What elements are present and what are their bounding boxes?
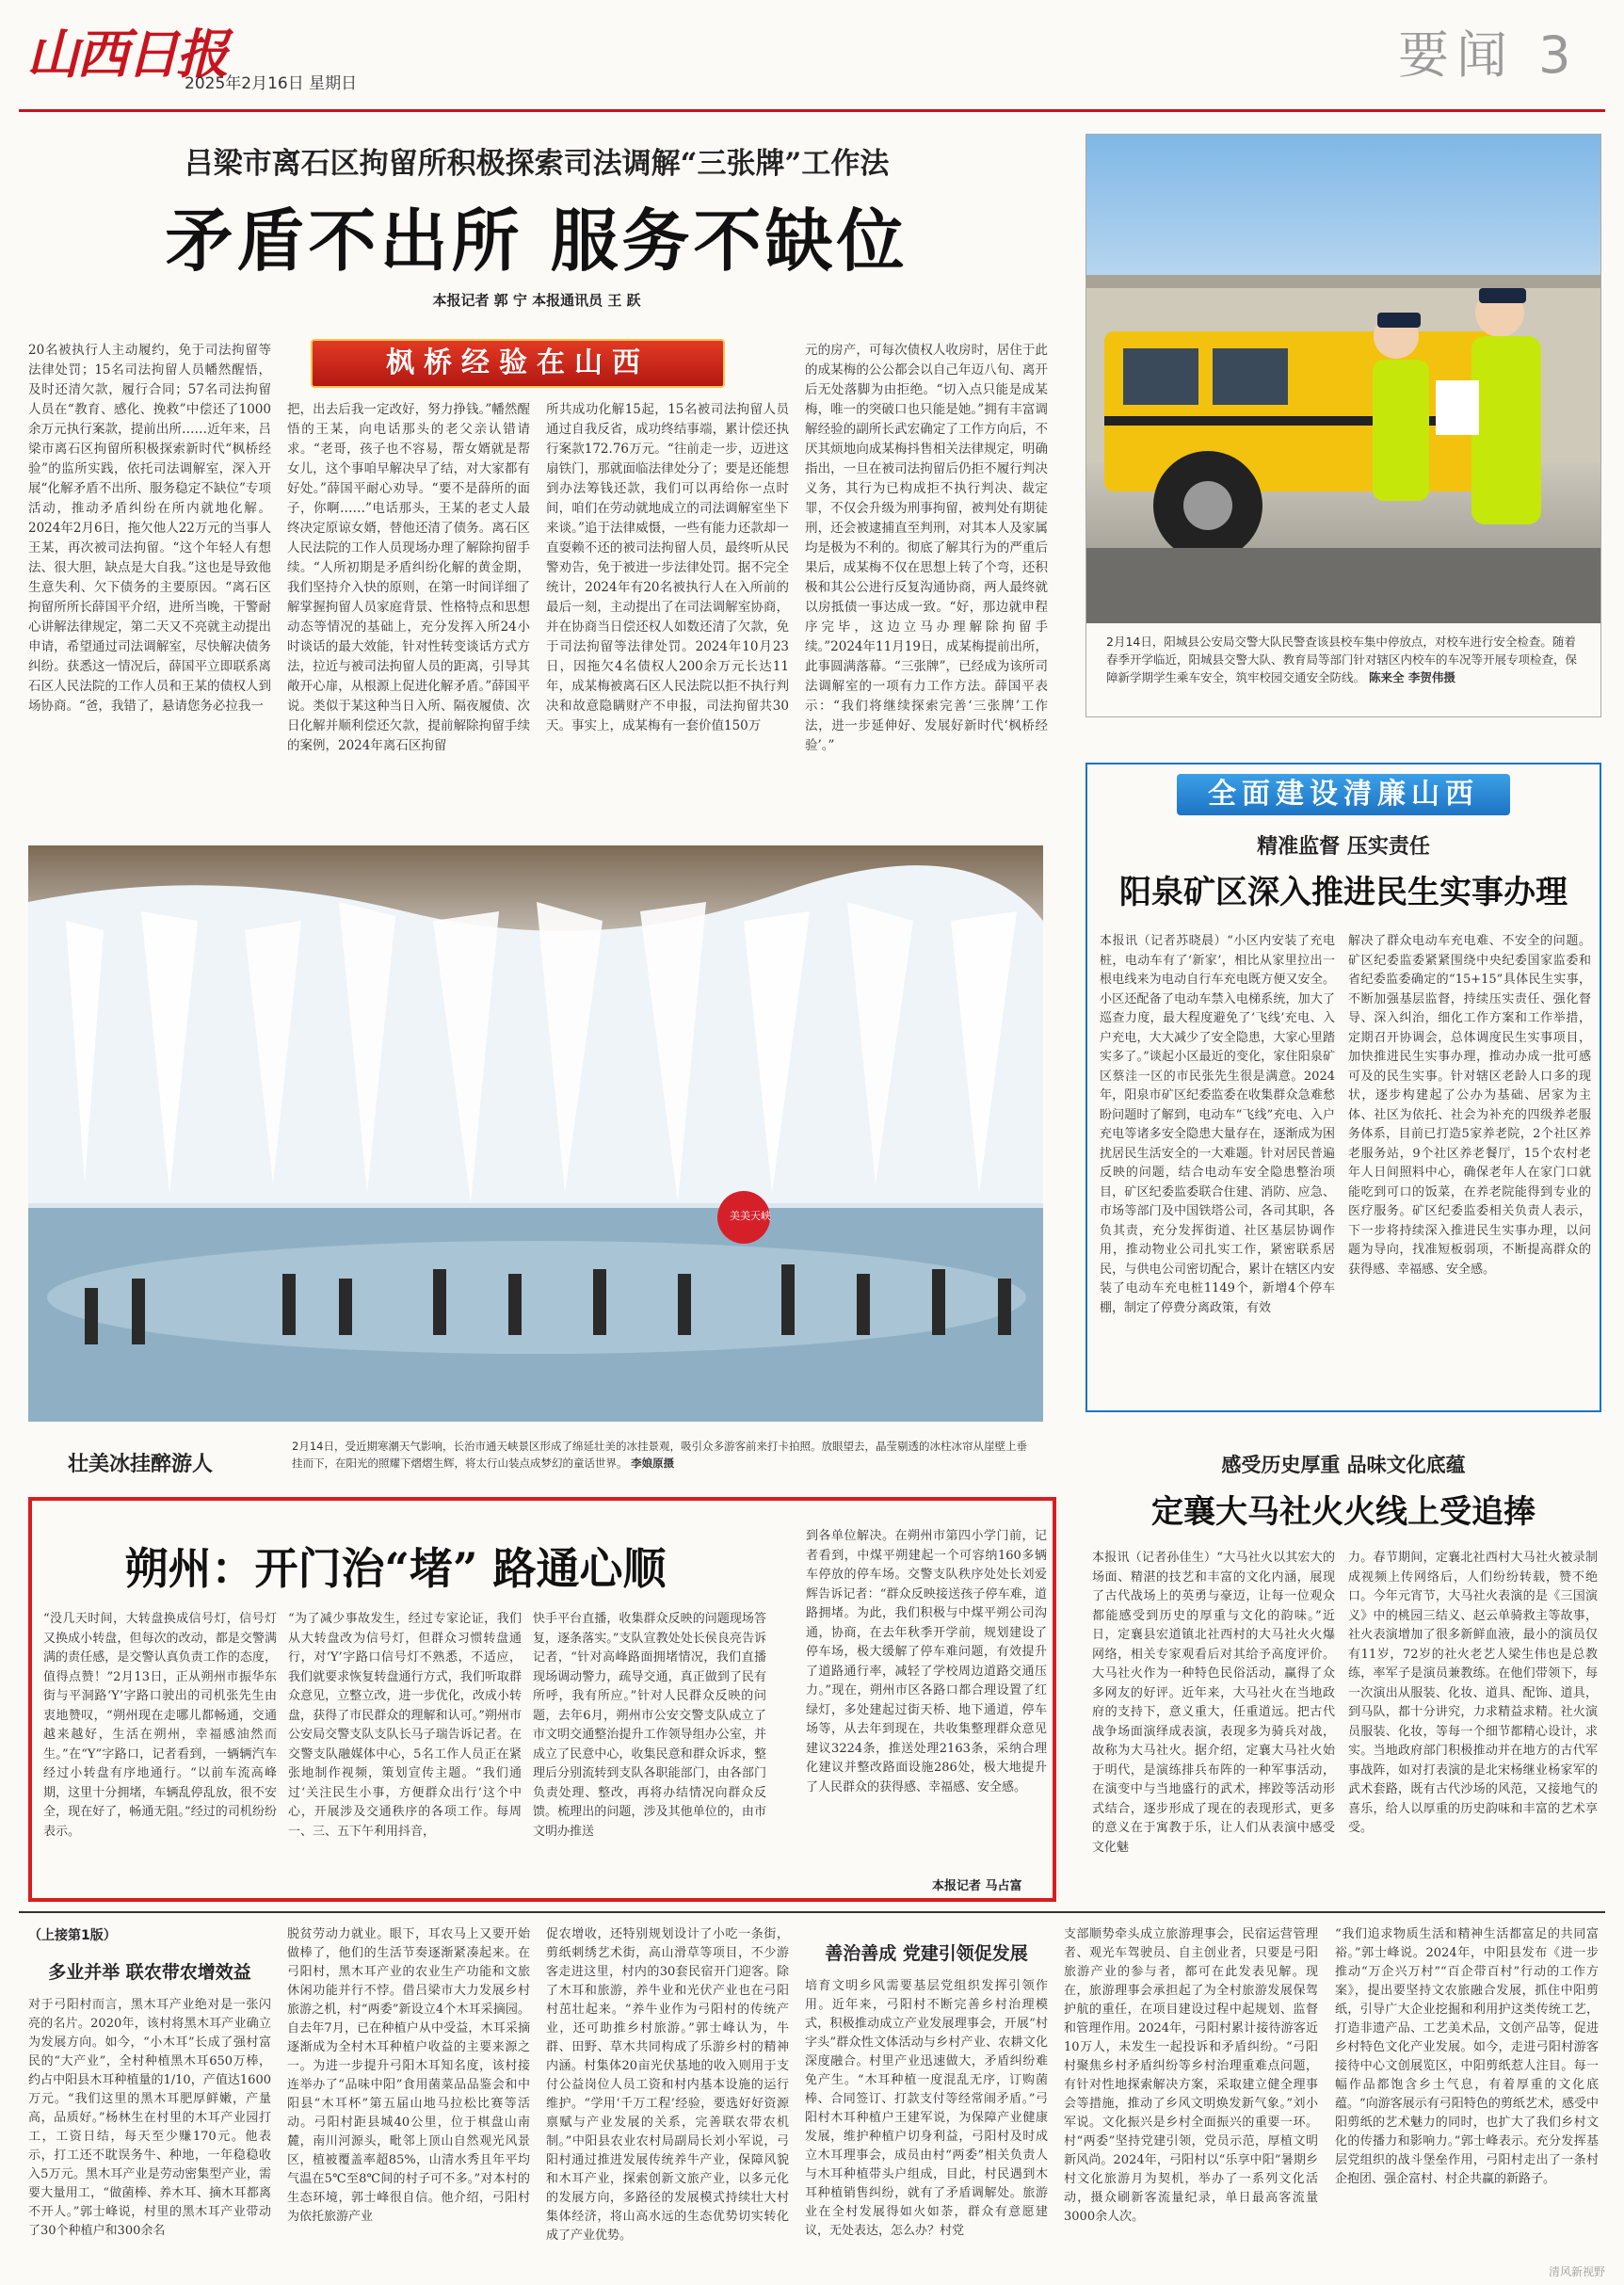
lead-title: 矛盾不出所 服务不缺位 (165, 201, 908, 281)
section-label (1398, 25, 1579, 85)
bottom-col-6: “我们追求物质生活和精神生活都富足的共同富裕。”郭士峰说。2024年，中阳县发布《进一步推动“万企兴万村”“百企带百村”行动的工作方案》，提出要坚持文农旅融合发展，抓住中阳剪纸，引导广大企业挖掘和利用护这类传统工艺，打造非遗产品、工艺美术品，文创产品等，促进乡村特色文化产业发展。如今，走进弓阳村游客接待中心文创展览区，中阳剪纸惹人注目。每一幅作品都饱含乡土气息，有着厚重的文化底蕴。“向游客展示有弓阳特色的剪纸艺术，感受中阳剪纸的艺术魅力的同时，也扩大了我们乡村文化的传播力和影响力。”郭士峰表示。充分发挥基层党组织的战斗堡垒作用，弓阳村走出了一条村企抱团、强企富村、村企共赢的新路子。 (1335, 1927, 1599, 2186)
clean-gov-col-2: 解决了群众电动车充电难、不安全的问题。矿区纪委监委紧紧围绕中央纪委国家监委和省纪委监委确定的“15+15”具体民生实事，不断加强基层监督，持续压实责任、强化督导、深入纠治，细化工作方案和工作举措，定期召开协调会，总体调度民生实事项目，加快推进民生实事办理，推动办成一批可感可及的民生实事。针对辖区老龄人口多的现状，逐步构建起了公办为基础、居家为主体、社区为依托、社会为补充的四级养老服务体系，目前已打造5家养老院，2个社区养老服务站，9个社区养老餐厅，15个农村老年人日间照料中心，确保老年人在家门口就能吃到可口的饭菜，在养老院能得到专业的医疗服务。矿区纪委监委相关负责人表示，下一步将持续深入推进民生实事办理，以问题为导向，找准短板弱项，不断提高群众的获得感、幸福感、安全感。 (1348, 934, 1591, 1277)
page-number: 3 (1538, 25, 1579, 85)
shuozhou-col-3: 快手平台直播，收集群众反映的问题现场答复，逐条落实。”支队宣教处处长侯良亮告诉记者，“针对高峰路面拥堵情况，我们直播现场调动警力，疏导交通，真正做到了民有所呼，我有所应。”针对人民群众反映的问题，去年6月，朔州市公安交警支队成立了市文明交通整治提升工作领导组办公室，并成立了民意中心，收集民意和群众诉求，整理后分别流转到支队各职能部门，由各部门负责处理、整改，再将办结情况向群众反馈。梳理出的问题，涉及其他单位的，由市文明办推送 (533, 1612, 766, 1839)
bottom-col-2: 脱贫劳动力就业。眼下，耳农马上又要开始做棒了，他们的生活节奏逐渐紧凑起来。在弓阳村，黑木耳产业的农业生产功能和文旅休闲功能并行不悖。借吕梁市大力发展乡村旅游之机，村“两委”新设立4个木耳采摘园。自去年7月，已在种植户从中受益，木耳采摘逐渐成为全村木耳种植户收益的主要来源之一。为进一步提升弓阳木耳知名度，该村接连举办了“品味中阳”食用菌菜品品鉴会和中阳县“木耳杯”第五届山地马拉松比赛等活动。弓阳村距县城40公里，位于棋盘山南麓，南川河源头，毗邻上顶山自然观光风景区，植被覆盖率超85%，山清水秀且年平均气温在5℃至8℃间的村子可不多。”对本村的生态环境，郭士峰很自信。他介绍，弓阳村为依托旅游产业 (287, 1927, 530, 2224)
ice-caption-text: 2月14日，受近期寒潮天气影响，长治市通天峡景区形成了绵延壮美的冰挂景观，吸引众多游客前来打卡拍照。放眼望去，晶莹剔透的冰柱冰帘从崖壁上垂挂而下，在阳光的照耀下熠熠生辉，将太行山装点成梦幻的童话世界。 (292, 1440, 1027, 1470)
lead-col-2: 把，出去后我一定改好，努力挣钱。”幡然醒悟的王某，向电话那头的老父亲认错请求。“老哥，孩子也不容易，帮女婿就是帮女儿，这个事咱早解决早了结，对大家都有好处。”薛国平耐心劝导。“要不是薛所的面子，你啊……”电话那头，王某的老丈人最终决定原谅女婿，替他还清了债务。离石区人民法院的工作人员现场办理了解除拘留手续。“人所初期是矛盾纠纷化解的黄金期，我们坚持介入快的原则，在第一时间详细了解掌握拘留人员家庭背景、性格特点和思想动态等情况的基础上，充分发挥入所24小时谈话的最大效能，针对性转变谈话方式方法，拉近与被司法拘留人员的距离，引导其敞开心扉，从根源上促进化解矛盾。”薛国平说。类似于某这种当日入所、隔夜履债、次日化解并顺利偿还欠款，提前解除拘留手续的案例，2024年离石区拘留 (287, 402, 530, 753)
ice-photo-title: 壮美冰挂醉游人 (68, 1453, 214, 1476)
lead-col-3: 所共成功化解15起，15名被司法拘留人员通过自我反省，成功终结事端，累计偿还执行案款172.76万元。“往前走一步，迈进这扇铁门，那就面临法律处分了；要是还能想到办法筹钱还款，我们可以再给你一点时间，咱们在劳动就地成立的司法调解室坐下来谈。”追于法律威慑，一些有能力还款却一直耍赖不还的被司法拘留人员，最终听从民警劝告，免于被进一步法律处罚。据不完全统计，2024年有20名被执行人在入所前的最后一刻，主动提出了在司法调解室协商，并在协商当日偿还权人如数还清了欠款，免于司法拘留等法律处罚。2024年10月23日，因拖欠4名债权人200余万元长达11年，成某梅被离石区人民法院以拒不执行判决和故意隐瞒财产不申报，司法拘留共30天。事实上，成某梅有一套价值150万 (546, 402, 789, 733)
lead-kicker: 吕梁市离石区拘留所积极探索司法调解“三张牌”工作法 (184, 147, 890, 181)
shuozhou-title: 朔州：开门治“堵” 路通心顺 (124, 1543, 667, 1594)
traffic-caption-text: 2月14日，阳城县公安局交警大队民警查该县校车集中停放点，对校车进行安全检查。随着春季开学临近，阳城县交警大队、教育局等部门针对辖区内校车的车况等开展专项检查，保障新学期学生乘车安全，筑牢校园交通安全防线。 (1106, 635, 1578, 684)
masthead-rule (19, 109, 1605, 112)
clean-gov-title: 阳泉矿区深入推进民生实事办理 (1119, 874, 1568, 911)
lead-col-1: 20名被执行人主动履约，免于司法拘留等法律处罚；15名司法拘留人员幡然醒悟，及时还清欠款，履行合同；57名司法拘留人员在“教育、感化、挽救”中偿还了1000余万元执行案款，提前出所……近年来，吕梁市离石区拘留所积极探索新时代“枫桥经验”的监所实践，依托司法调解室，深入开展“化解矛盾不出所、服务稳定不缺位”专项活动，推动矛盾纠纷在所内就地化解。2024年2月6日，拖欠他人22万元的当事人王某，再次被司法拘留。“这个年轻人有想法、很大胆，缺点是大自我。”这也是导致他生意失利、欠下债务的主要原因。“离石区拘留所所长薛国平介绍，进所当晚，干警耐心讲解法律规定，第二天又不亮就主动提出申请，希望通过司法调解室，尽快解决债务纠纷。获悉这一情况后，薛国平立即联系离石区人民法院的工作人员和王某的债权人到场协商。“爸，我错了，悬请您务必拉我一 (28, 343, 271, 714)
traffic-photo-frame (1085, 134, 1601, 717)
section-name: 要闻 (1398, 25, 1515, 85)
bottom-col-1: 对于弓阳村而言，黑木耳产业绝对是一张闪亮的名片。2020年，该村将黑木耳产业确立为发展方向。如今，“小木耳”长成了强村富民的“大产业”，全村种植黑木耳650万棒，约占中阳县木耳种植量的1/10，产值达1600万元。“我们这里的黑木耳肥厚鲜嫩，产量高，品质好。”杨林生在村里的木耳产业园打工，工资日结，每天至少赚170元。他表示，打工还不耽误务牛、种地，一年稳稳收入5万元。黑木耳产业是劳动密集型产业，需要大量用工，“做菌棒、养木耳、摘木耳都离不开人。”郭士峰说，村里的黑木耳产业带动了30个种植户和300余名 (28, 1998, 271, 2238)
dingxiang-col-2: 力。春节期间，定襄北社西村大马社火被录制成视频上传网络后，人们纷纷转载，赞不绝口。今年元宵节，大马社火表演的是《三国演义》中的桃园三结义、赵云单骑救主等故事，社火表演增加了很多新鲜血液，最小的演员仅有11岁，72岁的社火老艺人梁生伟也是总教练，率军子是演员兼教练。在他们带领下，每一次演出从服装、化妆、道具、配饰、道具，到马队，都十分讲究，力求精益求精。社火演员服装、化妆，等每一个细节都精心设计，求实。当地政府部门积极推动并在地方的古代军事战阵，如对打表演的是北宋杨继业杨家军的武术套路，既有古代沙场的风范，又接地气的喜乐，给人以厚重的历史韵味和丰富的艺术享受。 (1348, 1551, 1598, 1835)
bottom-subhead-2: 善治善成 党建引领促发展 (825, 1943, 1028, 1964)
ice-photo-caption (292, 1438, 1036, 1472)
shuozhou-col-1: “没几天时间，大转盘换成信号灯，信号灯又换成小转盘，但每次的改动，都是交警满满的责任感，是交警认真负责工作的态度，值得点赞！”2月13日，正从朔州市振华东街与平洞路‘Y’字路口驶出的司机张先生由衷地赞叹，“朔州现在走哪儿都畅通，交通越来越好，生活在朔州，幸福感油然而生。”在“Y”字路口，记者看到，一辆辆汽车经过小转盘有序地通行。“以前车流高峰期，这里十分拥堵，车辆乱停乱放，很不安全，现在好了，畅通无阻。”经过的司机纷纷表示。 (43, 1612, 277, 1839)
bottom-col-4: 培育文明乡风需要基层党组织发挥引领作用。近年来，弓阳村不断完善乡村治理模式，积极推动成立产业发展理事会，开展“村字头”群众性文体活动与乡村产业、农耕文化深度融合。村里产业迅速做大，矛盾纠纷难免产生。“木耳种植一度混乱无序，订购菌棒、合同签订、打款支付等经常闹矛盾。”弓阳村木耳种植户王建军说，为保障产业健康发展，维护种植户切身利益，弓阳村及时成立木耳理事会，成员由村“两委”相关负责人与木耳种植带头户组成，目此，村民遇到木耳种植销售纠纷，就有了矛盾调解处。旅游业在全村发展得如火如荼，群众有意愿建议，无处表达，怎么办？村党 (805, 1979, 1048, 2238)
ice-photo-credit: 李娘原摄 (631, 1456, 675, 1470)
bottom-col-3: 促农增收，还特别规划设计了小吃一条街，剪纸刺绣艺术街，高山滑草等项目，不少游客走进这里，村内的30套民宿开门迎客。除了木耳和旅游，养牛业和光伏产业也在弓阳村茁壮起来。“养牛业作为弓阳村的传统产业，还可助推乡村旅游。”郭士峰认为，牛群、田野、草木共同构成了乐游乡村的精神内涵。村集体20亩光伏基地的收入则用于支付公益岗位人员工资和村内基本设施的运行维护。“学用‘千万工程’经验，要选好好资源禀赋与产业发展的关系，完善联农带农机制。”中阳县农业农村局副局长刘小军说，弓阳村通过推进发展传统养牛产业，保障风貌和木耳产业，探索创新文旅产业，以多元化的发展方向，多路径的发展模式持续壮大村集体经济，将山高水远的生态优势切实转化成了产业优势。 (546, 1927, 789, 2243)
clean-gov-banner: 全面建设清廉山西 (1177, 774, 1510, 815)
ice-illustration (28, 845, 1043, 1422)
watermark: 清风新视野 (1548, 2265, 1605, 2278)
bottom-subhead-1: 多业并举 联农带农增效益 (48, 1962, 251, 1983)
dingxiang-title: 定襄大马社火火线上受追捧 (1151, 1493, 1536, 1531)
clean-gov-col-1: 本报讯（记者苏晓晨）“小区内安装了充电桩，电动车有了‘新家’，相比从家里拉出一根电线来为电动自行车充电既方便又安全。小区还配备了电动车禁入电梯系统，加大了巡查力度，最大程度避免了‘飞线’充电、入户充电，大大减少了安全隐患，大家心里踏实多了。”谈起小区最近的变化，家住阳泉矿区蔡洼一区的市民张先生很是满意。2024年，阳泉市矿区纪委监委在收集群众急难愁盼问题时了解到，电动车“飞线”充电、入户充电等诸多安全隐患大量存在，逐渐成为困扰居民生活安全的一大难题。针对居民普遍反映的问题，结合电动车安全隐患整治项目，矿区纪委监委联合住建、消防、应急、市场等部门及中国铁塔公司，各司其职，各负其责，充分发挥街道、社区基层协调作用，推动物业公司扎实工作，紧密联系居民，与供电公司密切配合，累计在辖区内安装了电动车充电桩1149个，新增4个停车棚，制定了停费分离政策，有效 (1100, 934, 1335, 1315)
shuozhou-col-2: “为了减少事故发生，经过专家论证，我们从大转盘改为信号灯，但群众习惯转盘通行，对‘Y’字路口信号灯不熟悉，不适应，我们就要求恢复转盘通行方式，我们听取群众意见，立整立改，进一步优化，改成小转盘，获得了市民群众的理解和认可。”朔州市公安局交警支队支队长马子瑞告诉记者。在交警支队融媒体中心，5名工作人员正在紧张地制作视频，策划宣传主题。“我们通过‘关注民生小事，方便群众出行’这个中心，开展涉及交通秩序的各项工作。每周一、三、五下午利用抖音， (288, 1612, 522, 1839)
fengqiao-banner: 枫桥经验在山西 (311, 339, 725, 388)
lead-col-4: 元的房产，可每次债权人收房时，居住于此的成某梅的公公都会以自己年迈八旬、离开后无处落脚为由拒绝。“切入点只能是成某梅，唯一的突破口也只能是她。”拥有丰富调解经验的副所长武宏确定了工作方向后，不厌其烦地向成某梅抖售相关法律规定，明确指出，一旦在被司法拘留后仍拒不履行判决义务，其行为已构成拒不执行判决、裁定罪，不仅会升级为刑事拘留，被判处有期徒刑，还会被逮捕直至判刑，对其本人及家属均是极为不利的。彻底了解其行为的严重后果后，成某梅不仅在思想上转了个弯，还积极和其公公进行反复沟通协商，两人最终就以房抵债一事达成一致。“好，那边就申程序完毕，这边立马办理解除拘留手续。”2024年11月19日，成某梅提前出所，此事圆满落幕。“三张牌”，已经成为该所司法调解室的一项有力工作方法。薛国平表示：“我们将继续探索完善‘三张牌’工作法，进一步延伸好、发展好新时代‘枫桥经验’。” (805, 343, 1048, 753)
dingxiang-col-1: 本报讯（记者孙佳生）“大马社火以其宏大的场面、精湛的技艺和丰富的文化内涵，展现了古代战场上的英勇与豪迈，让每一位观众都能感受到历史的厚重与文化的韵味。”近日，定襄县宏道镇北社西村的大马社火火爆网络，相关专家观看后对其给予高度评价。大马社火作为一种特色民俗活动，赢得了众多网友的好评。近年来，大马社火在当地政府的支持下，意义重大，任重道远。把古代战争场面演绎成表演，表现多为骑兵对战，故称为大马社火。据介绍，定襄大马社火始于明代，是演练排兵布阵的一种军事活动，在演变中与当地盛行的武术，摔跤等活动形式结合，逐步形成了现在的表现形式，更多的意义在于寓教于乐，让人们从表演中感受文化魅 (1092, 1551, 1335, 1855)
lead-byline: 本报记者 郭 宁 本报通讯员 王 跃 (432, 292, 641, 309)
traffic-photo-credit: 陈来全 李贺伟摄 (1369, 670, 1455, 684)
ice-waterfall-photo (28, 845, 1043, 1422)
bottom-rule (19, 1911, 1605, 1913)
newspaper-logo: 山西日报 (26, 24, 226, 86)
tianxia-sign: 美美天峡 (730, 1210, 771, 1222)
dingxiang-kicker: 感受历史厚重 品味文化底蕴 (1221, 1453, 1466, 1476)
shuozhou-col-4: 到各单位解决。在朔州市第四小学门前，记者看到，中煤平朔建起一个可容纳160多辆车停放的停车场。交警支队秩序处处长刘爱辉告诉记者：“群众反映接送孩子停车难，道路拥堵。为此，我们积极与中煤平朔公司沟通，协商，在去年秋季开学前，规划建设了停车场，极大缓解了停车难问题，有效提升了道路通行率，减轻了学校周边道路交通压力。”现在，朔州市区各路口都合理设置了红绿灯，多处建起过街天桥、地下通道，停车场等，从去年到现在，共收集整理群众意见建议3224条，推送处理2163条，采纳合理化建议并整改路面设施286处，极大地提升了人民群众的获得感、幸福感、安全感。 (806, 1529, 1047, 1794)
issue-date: 2025年2月16日 星期日 (185, 74, 358, 93)
clean-gov-kicker: 精准监督 压实责任 (1257, 834, 1430, 859)
shuozhou-credit: 本报记者 马占富 (932, 1879, 1022, 1893)
continued-note: （上接第1版） (28, 1928, 117, 1943)
bottom-col-5: 支部顺势牵头成立旅游理事会，民宿运营管理者、观光车驾驶员、自主创业者，只要是弓阳旅游产业的参与者，都可在此发表见解。现在，旅游理事会承担起了为全村旅游发展保驾护航的重任，在项目建设过程中起规划、监督和管理作用。2024年，弓阳村累计接待游客近10万人，未发生一起投诉和矛盾纠纷。“弓阳村聚焦乡村矛盾纠纷等乡村治理重难点问题，有针对性地探索解决方案，采取建立健全理事会等措施，推动了乡风文明焕发新气象。”刘小军说。文化振兴是乡村全面振兴的重要一环。村“两委”坚持党建引领，党员示范，厚植文明新风尚。2024年，弓阳村以“乐享中阳”暑期乡村文化旅游月为契机，举办了一系列文化活动，摄众刷新客流量纪录，单日最高客流量3000余人次。 (1064, 1927, 1318, 2224)
